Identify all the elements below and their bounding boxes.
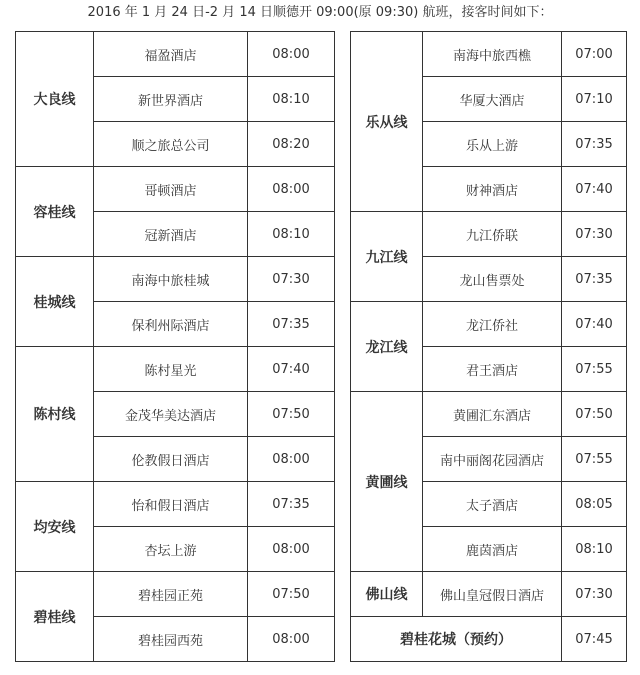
right-line-name: 乐从线 — [351, 32, 423, 212]
right-stop-time: 07:30 — [562, 572, 627, 617]
table-row — [16, 572, 627, 617]
right-stop-place: 乐从上游 — [423, 122, 562, 167]
right-line-name: 黄圃线 — [351, 392, 423, 572]
right-stop-time: 07:30 — [562, 212, 627, 257]
right-stop-time: 08:10 — [562, 527, 627, 572]
left-stop-time: 07:50 — [248, 392, 335, 437]
right-stop-time: 08:05 — [562, 482, 627, 527]
table-row — [16, 32, 627, 77]
right-stop-place: 南海中旅西樵 — [423, 32, 562, 77]
left-stop-time: 07:35 — [248, 482, 335, 527]
right-line-name: 佛山线 — [351, 572, 423, 617]
table-row — [16, 212, 627, 257]
table-row — [16, 392, 627, 437]
left-stop-place: 福盈酒店 — [94, 32, 248, 77]
left-stop-place: 顺之旅总公司 — [94, 122, 248, 167]
left-stop-time: 08:00 — [248, 527, 335, 572]
right-stop-time: 07:35 — [562, 257, 627, 302]
left-stop-place: 冠新酒店 — [94, 212, 248, 257]
left-stop-place: 杏坛上游 — [94, 527, 248, 572]
right-stop-time: 07:10 — [562, 77, 627, 122]
left-stop-time: 08:00 — [248, 617, 335, 662]
left-stop-place: 南海中旅桂城 — [94, 257, 248, 302]
left-stop-place: 哥顿酒店 — [94, 167, 248, 212]
left-stop-time: 08:00 — [248, 437, 335, 482]
table-row — [16, 302, 627, 347]
right-stop-place: 龙江侨社 — [423, 302, 562, 347]
left-stop-time: 07:30 — [248, 257, 335, 302]
left-stop-time: 07:40 — [248, 347, 335, 392]
left-stop-time: 08:10 — [248, 212, 335, 257]
right-stop-place: 龙山售票处 — [423, 257, 562, 302]
right-special-name: 碧桂花城（预约） — [351, 617, 562, 662]
right-stop-time: 07:40 — [562, 167, 627, 212]
left-line-name: 碧桂线 — [16, 572, 94, 662]
left-line-name: 桂城线 — [16, 257, 94, 347]
table-row — [16, 122, 627, 167]
right-stop-time: 07:50 — [562, 392, 627, 437]
left-stop-time: 07:35 — [248, 302, 335, 347]
left-stop-place: 碧桂园正苑 — [94, 572, 248, 617]
left-stop-place: 碧桂园西苑 — [94, 617, 248, 662]
left-line-name: 容桂线 — [16, 167, 94, 257]
table-row — [16, 482, 627, 527]
right-stop-place: 财神酒店 — [423, 167, 562, 212]
left-line-name: 陈村线 — [16, 347, 94, 482]
table-row — [16, 437, 627, 482]
right-special-time: 07:45 — [562, 617, 627, 662]
left-stop-place: 伦教假日酒店 — [94, 437, 248, 482]
right-stop-place: 九江侨联 — [423, 212, 562, 257]
left-stop-place: 陈村星光 — [94, 347, 248, 392]
left-stop-place: 金茂华美达酒店 — [94, 392, 248, 437]
right-stop-time: 07:00 — [562, 32, 627, 77]
right-line-name: 九江线 — [351, 212, 423, 302]
schedule-caption: 2016 年 1 月 24 日-2 月 14 日顺德开 09:00(原 09:30) 航班，接客时间如下： — [87, 5, 553, 20]
right-stop-place: 君王酒店 — [423, 347, 562, 392]
left-stop-place: 保利州际酒店 — [94, 302, 248, 347]
left-stop-time: 08:00 — [248, 32, 335, 77]
table-row — [16, 257, 627, 302]
right-stop-place: 南中丽阁花园酒店 — [423, 437, 562, 482]
left-stop-time: 08:00 — [248, 167, 335, 212]
pickup-schedule-table — [15, 31, 627, 662]
table-row — [16, 347, 627, 392]
left-stop-place: 怡和假日酒店 — [94, 482, 248, 527]
right-stop-place: 太子酒店 — [423, 482, 562, 527]
right-line-name: 龙江线 — [351, 302, 423, 392]
left-line-name: 均安线 — [16, 482, 94, 572]
right-stop-place: 佛山皇冠假日酒店 — [423, 572, 562, 617]
right-stop-time: 07:55 — [562, 347, 627, 392]
right-stop-place: 华厦大酒店 — [423, 77, 562, 122]
column-spacer — [335, 32, 351, 662]
right-stop-time: 07:35 — [562, 122, 627, 167]
left-stop-time: 08:20 — [248, 122, 335, 167]
right-stop-time: 07:55 — [562, 437, 627, 482]
left-stop-time: 08:10 — [248, 77, 335, 122]
right-stop-place: 黄圃汇东酒店 — [423, 392, 562, 437]
right-stop-time: 07:40 — [562, 302, 627, 347]
table-row — [16, 77, 627, 122]
left-stop-time: 07:50 — [248, 572, 335, 617]
table-row — [16, 617, 627, 662]
table-row — [16, 167, 627, 212]
table-row — [16, 527, 627, 572]
left-stop-place: 新世界酒店 — [94, 77, 248, 122]
left-line-name: 大良线 — [16, 32, 94, 167]
right-stop-place: 鹿茵酒店 — [423, 527, 562, 572]
